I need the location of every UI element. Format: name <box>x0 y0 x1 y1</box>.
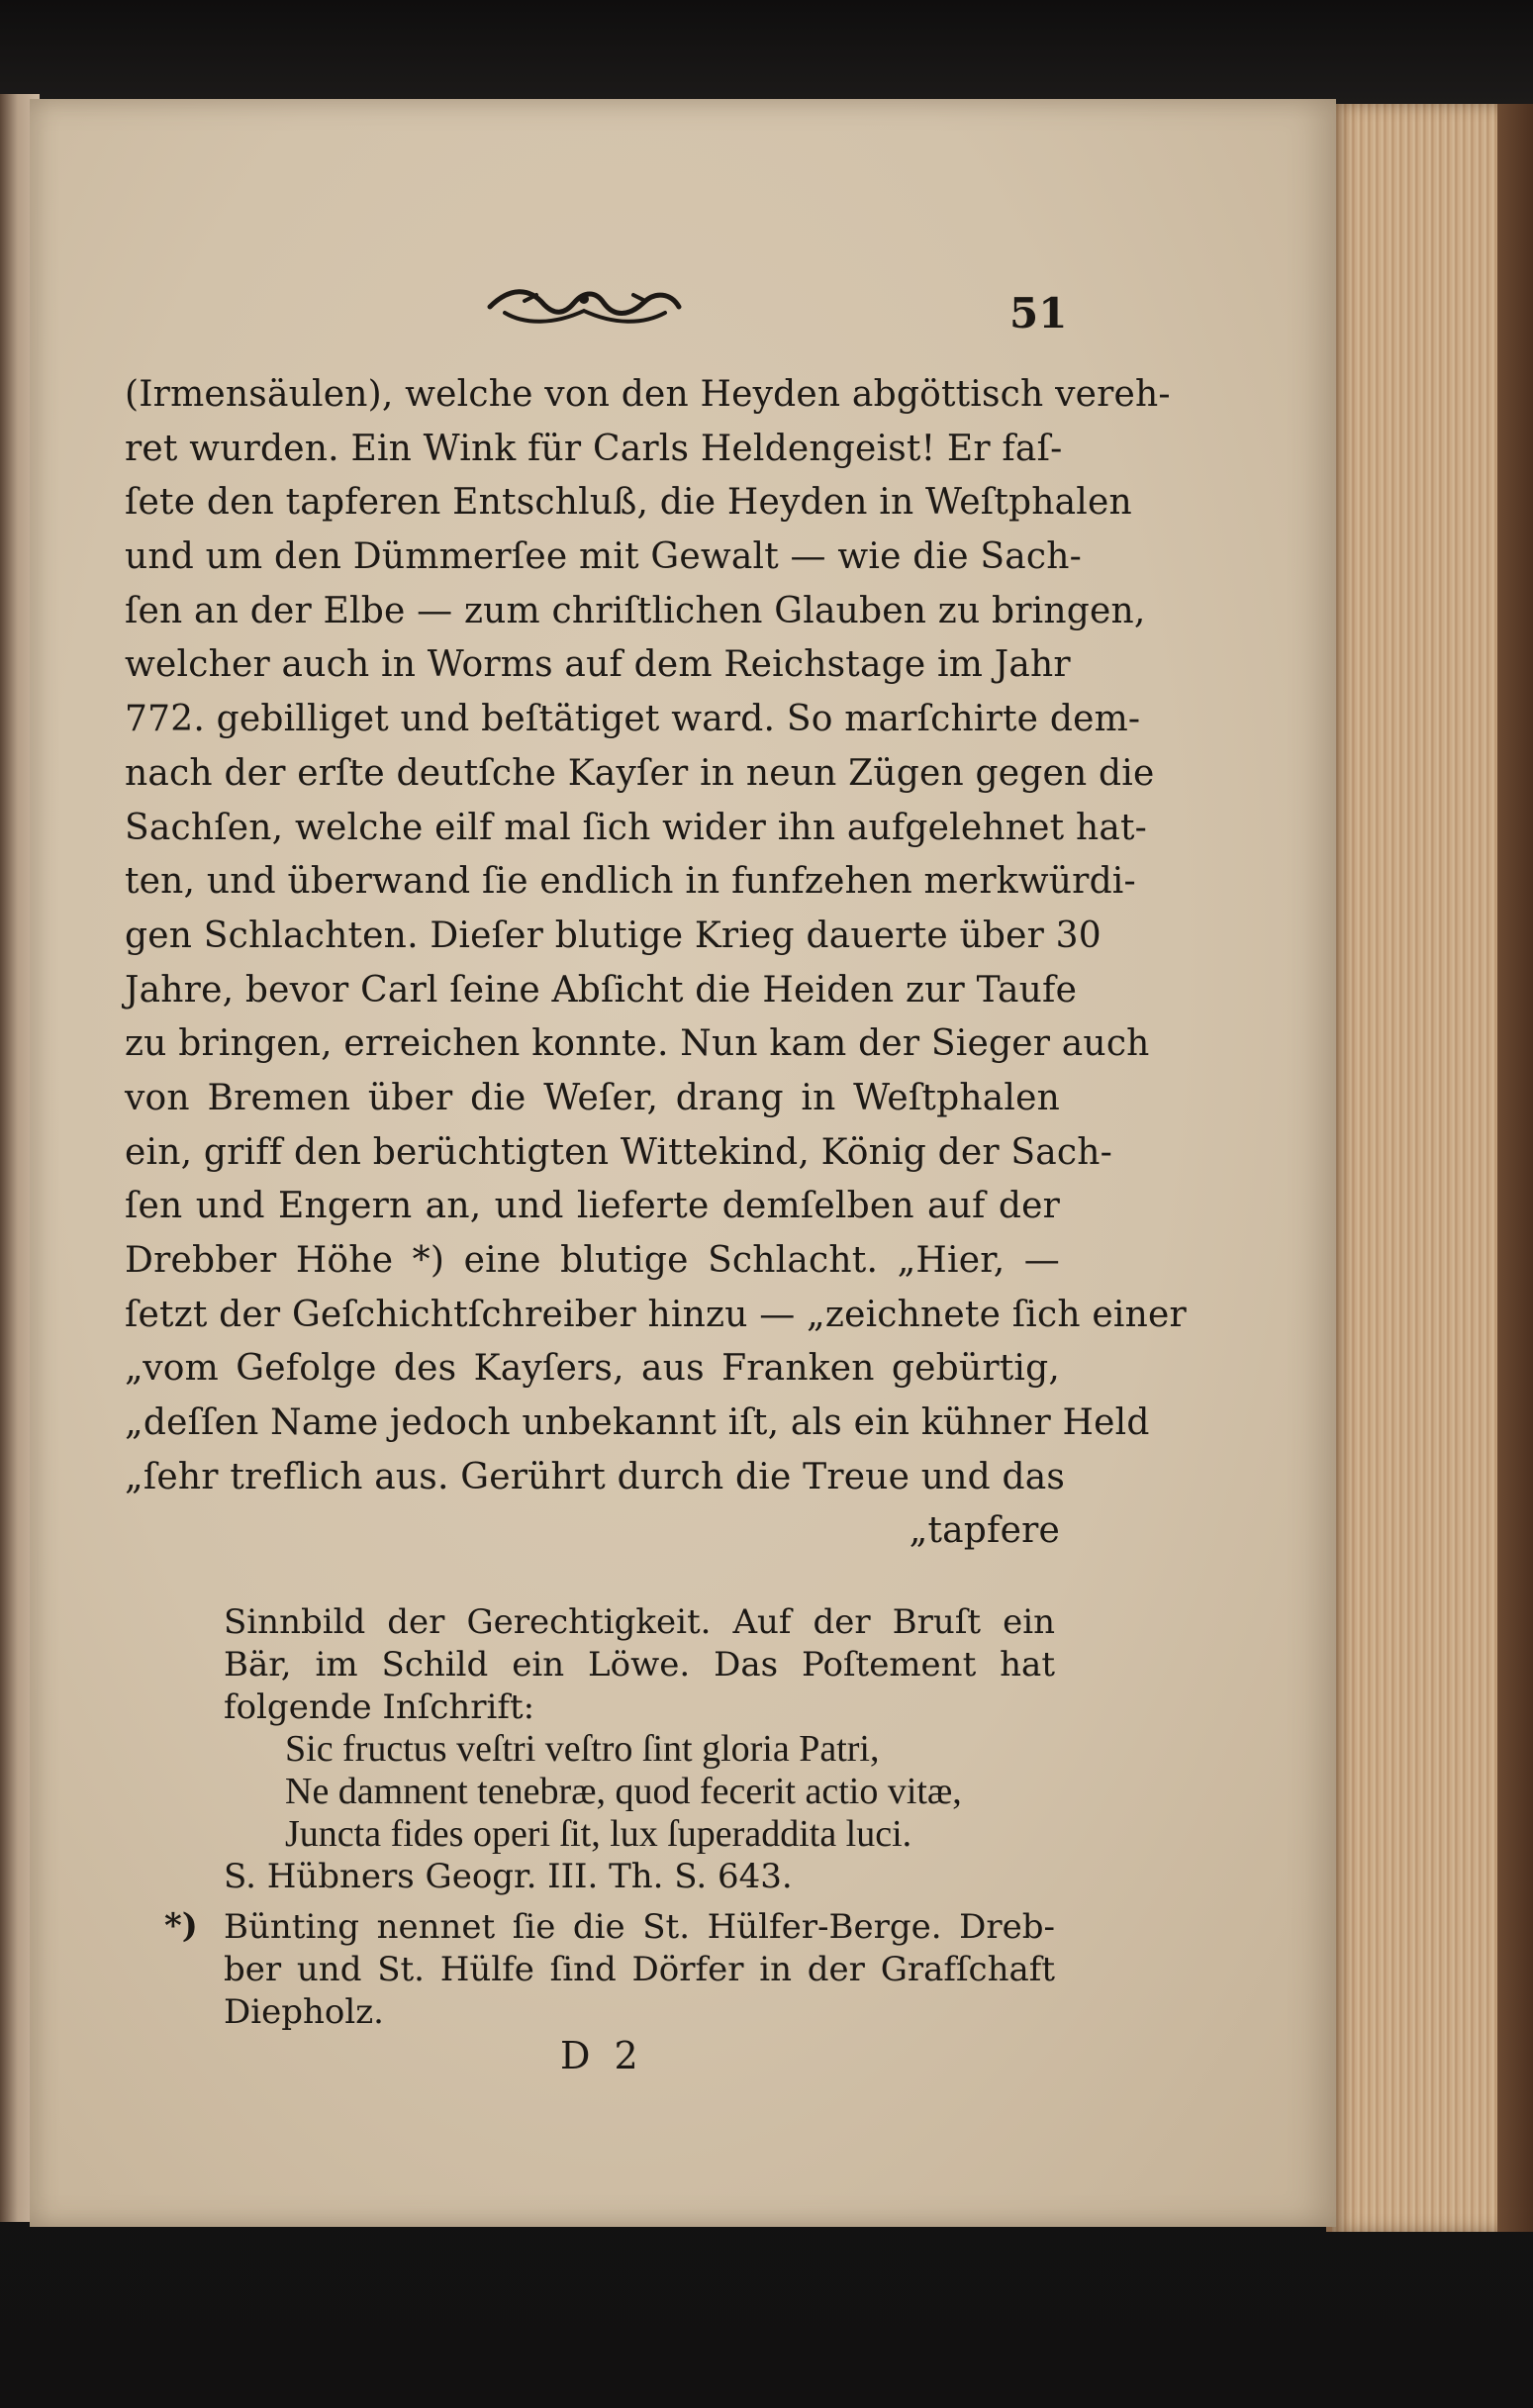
text-line: ſen an der Elbe — zum chriſtlichen Glauben zu bringen, <box>125 590 1146 631</box>
text-line: (Irmensäulen), welche von den Heyden abgöttisch vereh- <box>125 374 1171 415</box>
text-line: „deſſen Name jedoch unbekannt iſt, als ein kühner Held <box>125 1402 1150 1444</box>
background-shadow <box>0 0 1533 104</box>
book-page-edges <box>1326 104 1533 2232</box>
text-line: 772. gebilliget und beſtätiget ward. So marſchirte dem- <box>125 699 1141 740</box>
source-reference: S. Hübners Geogr. III. Th. S. 643. <box>224 1857 793 1896</box>
footnote-mark: *) <box>164 1906 198 1946</box>
inscription-line: Sic fructus veſtri veſtro ſint gloria Patri, <box>285 1728 880 1770</box>
signature-mark: D 2 <box>560 2034 644 2077</box>
note-line: Bär, im Schild ein Löwe. Das Poſtement hat <box>224 1645 1055 1685</box>
text-line: ſete den tapferen Entschluß, die Heyden in Weſtphalen <box>125 482 1132 524</box>
text-line: ſetzt der Geſchichtſchreiber hinzu — „zeichnete ſich einer <box>125 1294 1187 1335</box>
text-line: ſen und Engern an, und lieferte demſelben auf der <box>125 1186 1060 1227</box>
printer-ornament-icon <box>485 277 683 337</box>
footnote-line: Bünting nennet ſie die St. Hülfer-Berge. Dreb- <box>224 1907 1055 1947</box>
text-line: Jahre, bevor Carl ſeine Abſicht die Heiden zur Taufe <box>125 969 1078 1011</box>
book-cover-edge <box>1497 104 1533 2232</box>
inscription-line: Ne damnent tenebræ, quod fecerit actio vitæ, <box>285 1771 962 1812</box>
text-line: nach der erſte deutſche Kayſer in neun Zügen gegen die <box>125 752 1155 794</box>
text-line: welcher auch in Worms auf dem Reichstage im Jahr <box>125 644 1071 686</box>
page-number: 51 <box>1009 289 1068 337</box>
inscription-line: Juncta fides operi ſit, lux ſuperaddita luci. <box>285 1813 912 1855</box>
note-line: Sinnbild der Gerechtigkeit. Auf der Bruſt ein <box>224 1602 1055 1642</box>
footnote-line: Diepholz. <box>224 1992 384 2032</box>
text-line: „ſehr treflich aus. Gerührt durch die Treue und das <box>125 1456 1066 1497</box>
text-line: Drebber Höhe *) eine blutige Schlacht. „Hier, — <box>125 1240 1060 1281</box>
text-line: gen Schlachten. Dieſer blutige Krieg dauerte über 30 <box>125 915 1102 956</box>
text-line: „vom Gefolge des Kayſers, aus Franken gebürtig, <box>125 1348 1060 1390</box>
note-text <box>224 1601 1055 1729</box>
text-line: ein, griff den berüchtigten Wittekind, König der Sach- <box>125 1131 1113 1173</box>
catchword: „tapfere <box>909 1510 1060 1552</box>
main-text <box>125 368 1187 1559</box>
text-line: zu bringen, erreichen konnte. Nun kam der Sieger auch <box>125 1023 1150 1065</box>
text-line: von Bremen über die Weſer, drang in Weſtphalen <box>125 1077 1060 1118</box>
latin-inscription <box>285 1728 1077 1856</box>
note-line: folgende Inſchrift: <box>224 1687 535 1727</box>
text-line: ten, und überwand ſie endlich in funfzehen merkwürdi- <box>125 861 1136 903</box>
text-line: Sachſen, welche eilf mal ſich wider ihn aufgelehnet hat- <box>125 807 1148 848</box>
text-line: und um den Dümmerſee mit Gewalt — wie die Sach- <box>125 536 1083 578</box>
text-line: ret wurden. Ein Wink für Carls Heldengeist! Er faſ- <box>125 428 1063 469</box>
footnote-line: ber und St. Hülfe ſind Dörfer in der Grafſchaft <box>224 1950 1055 1989</box>
